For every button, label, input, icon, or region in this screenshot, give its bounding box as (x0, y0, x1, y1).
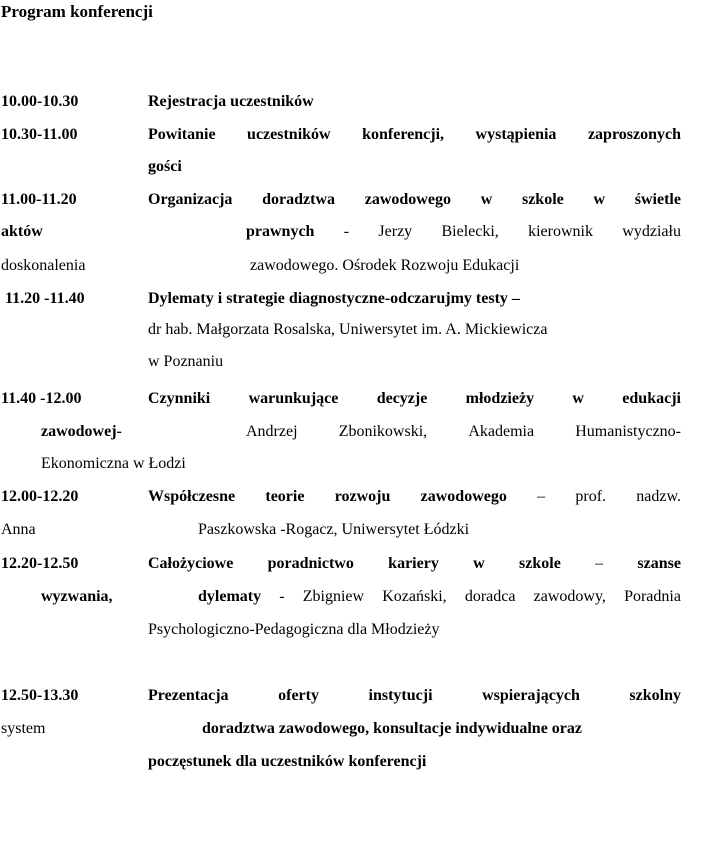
word: doradztwa (262, 191, 336, 208)
session-title-4: Dylematy i strategie diagnostyczne-odczarujmy testy – (148, 290, 520, 307)
word: w (480, 191, 493, 208)
word: Całożyciowe (148, 555, 234, 572)
word: doradca (464, 588, 516, 605)
word: zawodowego (420, 488, 507, 505)
word: poradnictwo (267, 555, 354, 572)
word: instytucji (368, 687, 433, 704)
time-slot-1: 10.00-10.30 (1, 93, 79, 110)
word: w (473, 555, 485, 572)
session-title-1: Rejestracja uczestników (148, 93, 314, 110)
session-7-line-2 (198, 588, 681, 606)
session-5-line-2-left: zawodowej- (41, 423, 122, 440)
word: szkole (519, 555, 561, 572)
session-title-2-line-2: gości (148, 158, 182, 175)
word: edukacji (622, 390, 681, 407)
word: - (343, 223, 350, 240)
session-6-line-2-left: Anna (1, 521, 36, 538)
word: konferencji, (362, 126, 445, 143)
word: decyzje (376, 390, 428, 407)
time-slot-7: 12.20-12.50 (1, 555, 79, 572)
time-slot-3: 11.00-11.20 (1, 191, 77, 208)
session-5-line-2 (246, 423, 681, 441)
session-title-6-line-1 (148, 488, 681, 506)
word: Zbonikowski, (338, 423, 428, 440)
word: nadzw. (636, 488, 681, 505)
session-title-5-line-1 (148, 390, 681, 408)
word: rozwoju (334, 488, 391, 505)
session-8-line-2-left: system (1, 720, 46, 737)
session-5-line-3: Ekonomiczna w Łodzi (41, 455, 186, 472)
word: Jerzy (378, 223, 413, 240)
session-title-7-line-1 (148, 555, 681, 573)
word: szanse (637, 555, 681, 572)
session-3-line-3-left: doskonalenia (1, 257, 86, 274)
word: zaproszonych (587, 126, 681, 143)
word: teorie (265, 488, 305, 505)
session-title-8-line-1 (148, 687, 681, 705)
word: Andrzej (246, 423, 298, 440)
word: uczestników (247, 126, 331, 143)
session-6-line-2: Paszkowska -Rogacz, Uniwersytet Łódzki (198, 521, 470, 538)
word: zawodowego (364, 191, 451, 208)
word: Powitanie (148, 126, 216, 143)
word: kariery (388, 555, 439, 572)
session-4-speaker-cont: w Poznaniu (148, 353, 224, 370)
word: Humanistyczno- (575, 423, 681, 440)
session-title-2-line-1 (148, 126, 681, 144)
word: szkole (521, 191, 564, 208)
word: Akademia (468, 423, 535, 440)
word: Kozański, (382, 588, 447, 605)
session-3-line-2 (246, 223, 681, 241)
session-8-line-2: doradztwa zawodowego, konsultacje indywidualne oraz (202, 720, 583, 737)
word: warunkujące (248, 390, 339, 407)
time-slot-4: 11.20 -11.40 (5, 290, 85, 307)
word: świetle (634, 191, 681, 208)
word: Bielecki, (441, 223, 499, 240)
word: dylematy (198, 588, 262, 605)
time-slot-6: 12.00-12.20 (1, 488, 79, 505)
session-8-line-3: poczęstunek dla uczestników konferencji (148, 753, 427, 770)
word: kierownik (528, 223, 593, 240)
word: wystąpienia (475, 126, 557, 143)
word: oferty (278, 687, 319, 704)
word: Zbigniew (302, 588, 365, 605)
word: w (572, 390, 584, 407)
word: Organizacja (148, 191, 233, 208)
word: prawnych (246, 223, 315, 240)
word: w (593, 191, 606, 208)
word: szkolny (629, 687, 681, 704)
word: Czynniki (148, 390, 211, 407)
word: - (279, 588, 285, 605)
word: prof. (575, 488, 607, 505)
word: wspierających (482, 687, 580, 704)
word: młodzieży (465, 390, 535, 407)
word: Prezentacja (148, 687, 229, 704)
session-title-3-line-1 (148, 191, 681, 209)
session-7-line-3: Psychologiczno-Pedagogiczna dla Młodzieży (148, 621, 440, 638)
word: – (595, 555, 604, 572)
session-3-line-3: zawodowego. Ośrodek Rozwoju Edukacji (250, 257, 520, 274)
word: Poradnia (624, 588, 681, 605)
time-slot-2: 10.30-11.00 (1, 126, 78, 143)
word: zawodowy, (533, 588, 606, 605)
page-title: Program konferencji (1, 2, 153, 21)
session-4-speaker: dr hab. Małgorzata Rosalska, Uniwersytet im. A. Mickiewicza (148, 321, 548, 338)
word: – (537, 488, 546, 505)
time-slot-8: 12.50-13.30 (1, 687, 79, 704)
session-3-line-2-left: aktów (1, 223, 43, 240)
word: wydziału (622, 223, 681, 240)
word: Współczesne (148, 488, 236, 505)
time-slot-5: 11.40 -12.00 (1, 390, 82, 407)
session-7-line-2-left: wyzwania, (41, 588, 113, 605)
